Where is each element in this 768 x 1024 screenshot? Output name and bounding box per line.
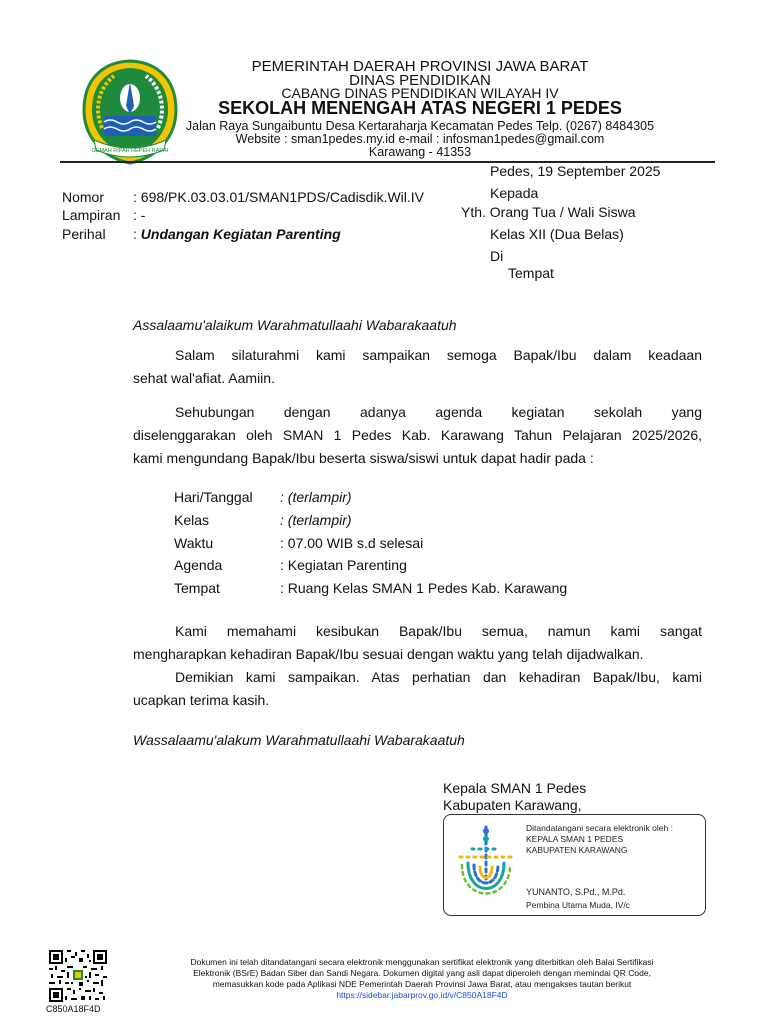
detail-label: Tempat xyxy=(174,580,220,596)
footer-line-2: Elektronik (BSrE) Badan Siber dan Sandi Negara. Dokumen digital yang asli dapat diperoleh dengan memindai QR Code, xyxy=(193,968,651,978)
paragraph-1-line-2: sehat wal'afiat. Aamiin. xyxy=(133,370,275,386)
detail-value: : Kegiatan Parenting xyxy=(280,557,407,573)
detail-label: Agenda xyxy=(174,557,223,573)
detail-label: Hari/Tanggal xyxy=(174,489,253,505)
paragraph-1 xyxy=(133,344,702,390)
letterhead-department: DINAS PENDIDIKAN xyxy=(349,72,491,89)
recipient-name: Yth. Orang Tua / Wali Siswa xyxy=(461,204,636,220)
detail-value: : 07.00 WIB s.d selesai xyxy=(280,535,424,551)
paragraph-2 xyxy=(133,401,702,470)
paragraph-4-line-1: Demikian kami sampaikan. Atas perhatian dan kehadiran Bapak/Ibu, kami xyxy=(175,669,702,685)
signatory-region: Kabupaten Karawang, xyxy=(443,797,582,813)
perihal-value xyxy=(133,226,341,242)
detail-label: Waktu xyxy=(174,535,214,551)
signatory-name: YUNANTO, S.Pd., M.Pd. xyxy=(526,887,626,897)
footer-line-1: Dokumen ini telah ditandatangani secara elektronik menggunakan sertifikat elektronik yang diterbitkan oleh Balai Sertifikasi xyxy=(190,957,654,967)
detail-label: Kelas xyxy=(174,512,210,528)
footer-disclaimer xyxy=(130,957,714,1001)
greeting: Assalaamu'alaikum Warahmatullaahi Wabarakaatuh xyxy=(133,317,457,333)
recipient-class: Kelas XII (Dua Belas) xyxy=(490,226,624,242)
paragraph-1-line-1: Salam silaturahmi kami sampaikan semoga Bapak/Ibu dalam keadaan xyxy=(175,347,702,363)
letter-date: Pedes, 19 September 2025 xyxy=(490,163,661,179)
recipient-di: Di xyxy=(490,248,504,264)
esign-statement: Ditandatangani secara elektronik oleh : xyxy=(526,823,673,833)
qr-code[interactable] xyxy=(49,950,107,1002)
paragraph-2-line-2: diselenggarakan oleh SMAN 1 Pedes Kab. Karawang Tahun Pelajaran 2025/2026, xyxy=(133,427,702,443)
letterhead-address: Jalan Raya Sungaibuntu Desa Kertaraharja Kecamatan Pedes Telp. (0267) 8484305 xyxy=(185,119,655,133)
esign-region: KABUPATEN KARAWANG xyxy=(526,845,628,855)
perihal-subject: Undangan Kegiatan Parenting xyxy=(140,226,341,242)
paragraph-3 xyxy=(133,620,702,666)
closing-salutation: Wassalaamu'alakum Warahmatullaahi Wabarakaatuh xyxy=(133,732,465,748)
nomor-label: Nomor xyxy=(62,189,105,205)
perihal-label: Perihal xyxy=(62,226,106,242)
paragraph-4-line-2: ucapkan terima kasih. xyxy=(133,692,270,708)
letterhead-branch: CABANG DINAS PENDIDIKAN WILAYAH IV xyxy=(281,85,559,101)
letterhead-city: Karawang - 41353 xyxy=(368,145,472,159)
verification-link[interactable]: https://sidebar.jabarprov.go.id/v/C850A18F4D xyxy=(336,990,508,1000)
paragraph-3-line-2: mengharapkan kehadiran Bapak/Ibu sesuai dengan waktu yang telah dijadwalkan. xyxy=(133,646,644,662)
paragraph-2-line-1: Sehubungan dengan adanya agenda kegiatan sekolah yang xyxy=(175,404,702,420)
detail-value: : (terlampir) xyxy=(280,512,352,528)
recipient-place: Tempat xyxy=(508,265,554,281)
lampiran-label: Lampiran xyxy=(62,207,121,223)
signatory-title: Kepala SMAN 1 Pedes xyxy=(443,780,587,796)
signatory-rank: Pembina Utama Muda, IV/c xyxy=(526,900,630,910)
paragraph-4 xyxy=(133,666,702,712)
perihal-colon: : xyxy=(133,226,141,242)
logo-motto: GEMAH RIPAH REPEH RAPIH xyxy=(91,148,169,154)
paragraph-3-line-1: Kami memahami kesibukan Bapak/Ibu semua, namun kami sangat xyxy=(175,623,702,639)
lampiran-value: : - xyxy=(133,207,146,223)
detail-value: : Ruang Kelas SMAN 1 Pedes Kab. Karawang xyxy=(280,580,568,596)
paragraph-2-line-3: kami mengundang Bapak/Ibu beserta siswa/siswi untuk dapat hadir pada : xyxy=(133,450,594,466)
detail-value: : (terlampir) xyxy=(280,489,352,505)
nomor-value: : 698/PK.03.03.01/SMAN1PDS/Cadisdik.Wil.IV xyxy=(133,189,425,205)
qr-code-label: C850A18F4D xyxy=(46,1004,101,1014)
letterhead-school-name: SEKOLAH MENENGAH ATAS NEGERI 1 PEDES xyxy=(218,98,622,118)
footer-line-3: memasukkan kode pada Aplikasi NDE Pemerintah Daerah Provinsi Jawa Barat, atau mengakses tautan berikut xyxy=(212,979,632,989)
electronic-signature-box xyxy=(443,814,706,916)
esign-logo-icon xyxy=(454,823,518,907)
province-logo xyxy=(80,58,180,166)
recipient-kepada: Kepada xyxy=(490,185,539,201)
letterhead-government: PEMERINTAH DAERAH PROVINSI JAWA BARAT xyxy=(251,58,589,75)
esign-position: KEPALA SMAN 1 PEDES xyxy=(526,834,624,844)
letterhead-contact: Website : sman1pedes.my.id e-mail : infosman1pedes@gmail.com xyxy=(235,132,605,146)
